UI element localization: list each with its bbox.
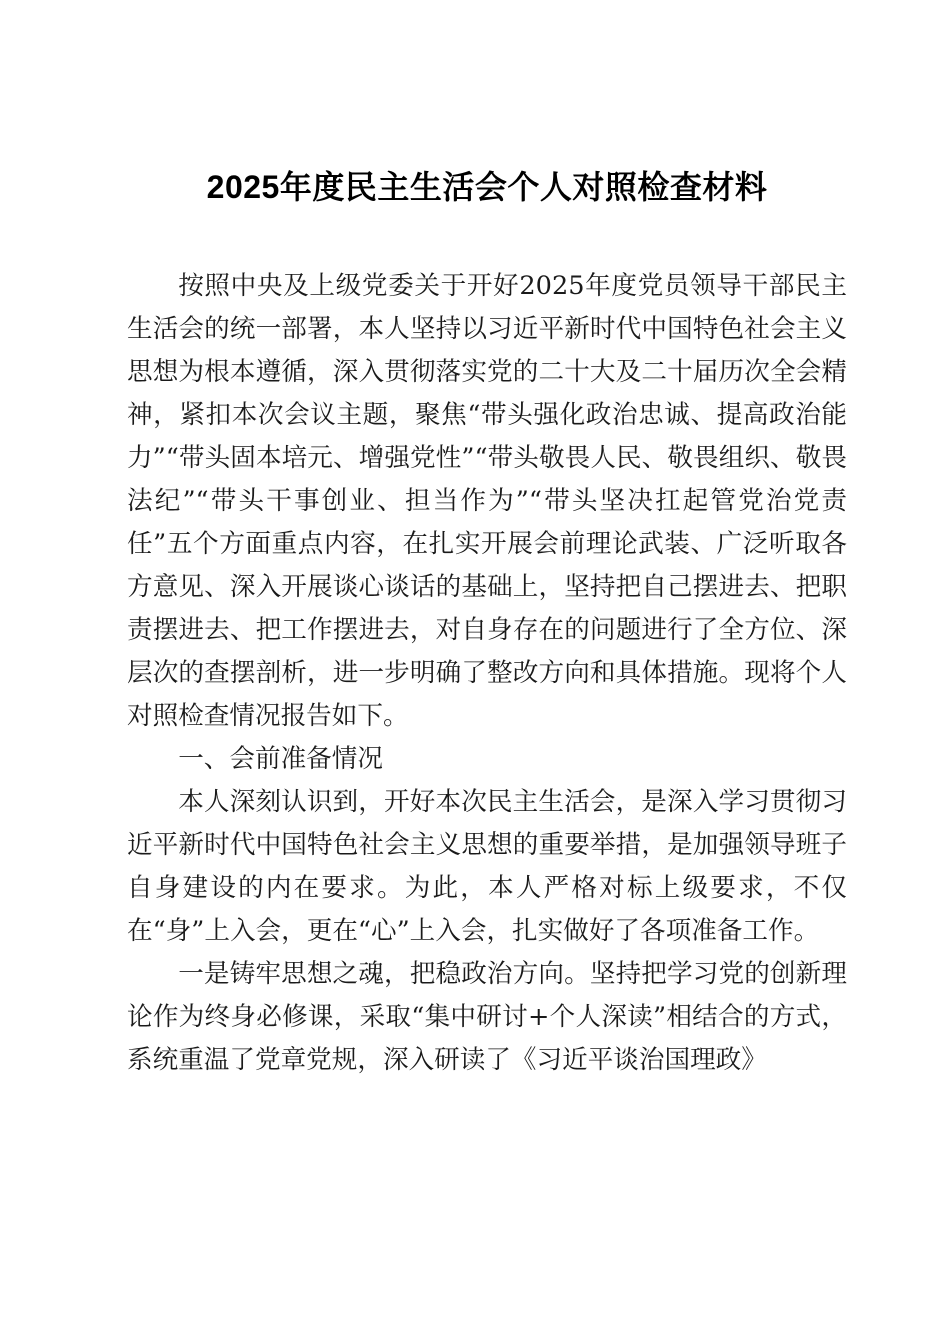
paragraph-preparation-overview: 本人深刻认识到，开好本次民主生活会，是深入学习贯彻习近平新时代中国特色社会主义思想的重要举措，是加强领导班子自身建设的内在要求。为此，本人严格对标上级要求，不仅在“身”上入会，更在“心”上入会，扎实做好了各项准备工作。 — [127, 787, 847, 946]
page-title: 2025年度民主生活会个人对照检查材料 — [206, 169, 768, 205]
paragraph-point-one: 一是铸牢思想之魂，把稳政治方向。坚持把学习党的创新理论作为终身必修课，采取“集中研讨+个人深读”相结合的方式，系统重温了党章党规，深入研读了《习近平谈治国理政》 — [127, 959, 847, 1075]
document-content — [127, 0, 847, 1082]
document-body — [127, 265, 847, 1082]
paragraph-intro: 按照中央及上级党委关于开好2025年度党员领导干部民主生活会的统一部署，本人坚持以习近平新时代中国特色社会主义思想为根本遵循，深入贯彻落实党的二十大及二十届历次全会精神，紧扣本次会议主题，聚焦“带头强化政治忠诚、提高政治能力”“带头固本培元、增强党性”“带头敬畏人民、敬畏组织、敬畏法纪”“带头干事创业、担当作为”“带头坚决扛起管党治党责任”五个方面重点内容，在扎实开展会前理论武装、广泛听取各方意见、深入开展谈心谈话的基础上，坚持把自己摆进去、把职责摆进去、把工作摆进去，对自身存在的问题进行了全方位、深层次的查摆剖析，进一步明确了整改方向和具体措施。现将个人对照检查情况报告如下。 — [127, 271, 847, 731]
section-heading-1: 一、会前准备情况 — [178, 744, 383, 774]
